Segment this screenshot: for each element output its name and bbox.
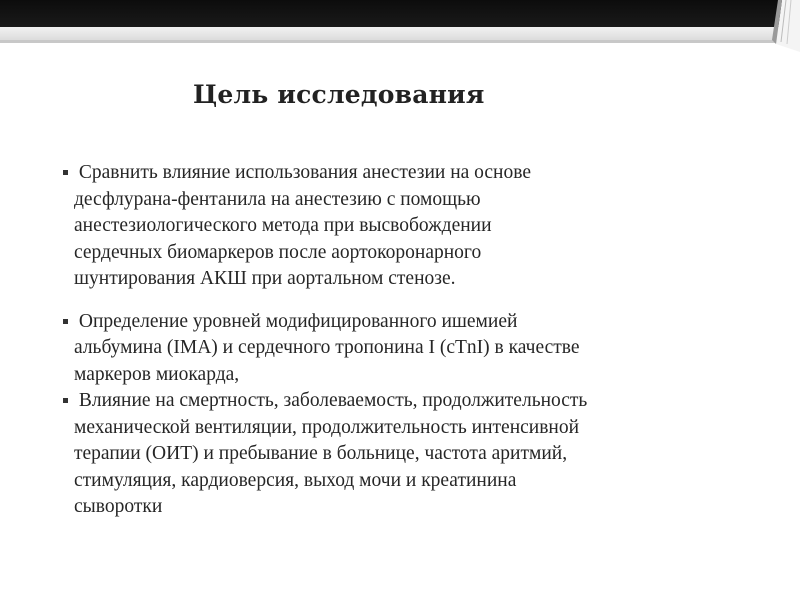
- bullet-list: [63, 160, 763, 521]
- bullet-item-1: [63, 160, 763, 293]
- header-stripe: [0, 27, 800, 40]
- page-curl-icon: [772, 0, 800, 52]
- bullet-line: альбумина (IMA) и сердечного тропонина I (cTnI) в качестве: [74, 337, 580, 358]
- bullet-item-3: [63, 388, 763, 521]
- square-bullet-icon: [63, 319, 68, 324]
- bullet-line: сыворотки: [74, 496, 163, 517]
- bullet-line: механической вентиляции, продолжительность интенсивной: [74, 416, 580, 438]
- bullet-line: Сравнить влияние использования анестезии на основе: [74, 162, 531, 183]
- bullet-line: Определение уровней модифицированного ишемией: [74, 310, 518, 332]
- square-bullet-icon: [63, 170, 68, 175]
- bullet-line: сердечных биомаркеров после аортокоронарного: [74, 241, 482, 263]
- bullet-line: маркеров миокарда,: [74, 363, 240, 385]
- square-bullet-icon: [63, 398, 68, 403]
- bullet-line: шунтирования АКШ при аортальном стенозе.: [74, 268, 456, 289]
- slide-title: Цель исследования: [193, 80, 485, 109]
- header-stripe-shadow: [0, 40, 800, 43]
- bullet-line: стимуляция, кардиоверсия, выход мочи и креатинина: [74, 469, 517, 491]
- bullet-line: десфлурана-фентанила на анестезию с помощью: [74, 188, 481, 210]
- bullet-line: анестезиологического метода при высвобождении: [74, 215, 492, 236]
- header-bar: [0, 0, 800, 27]
- bullet-item-2: [63, 309, 763, 389]
- bullet-line: терапии (ОИТ) и пребывание в больнице, частота аритмий,: [74, 443, 568, 464]
- bullet-line: Влияние на смертность, заболеваемость, продолжительность: [74, 390, 588, 411]
